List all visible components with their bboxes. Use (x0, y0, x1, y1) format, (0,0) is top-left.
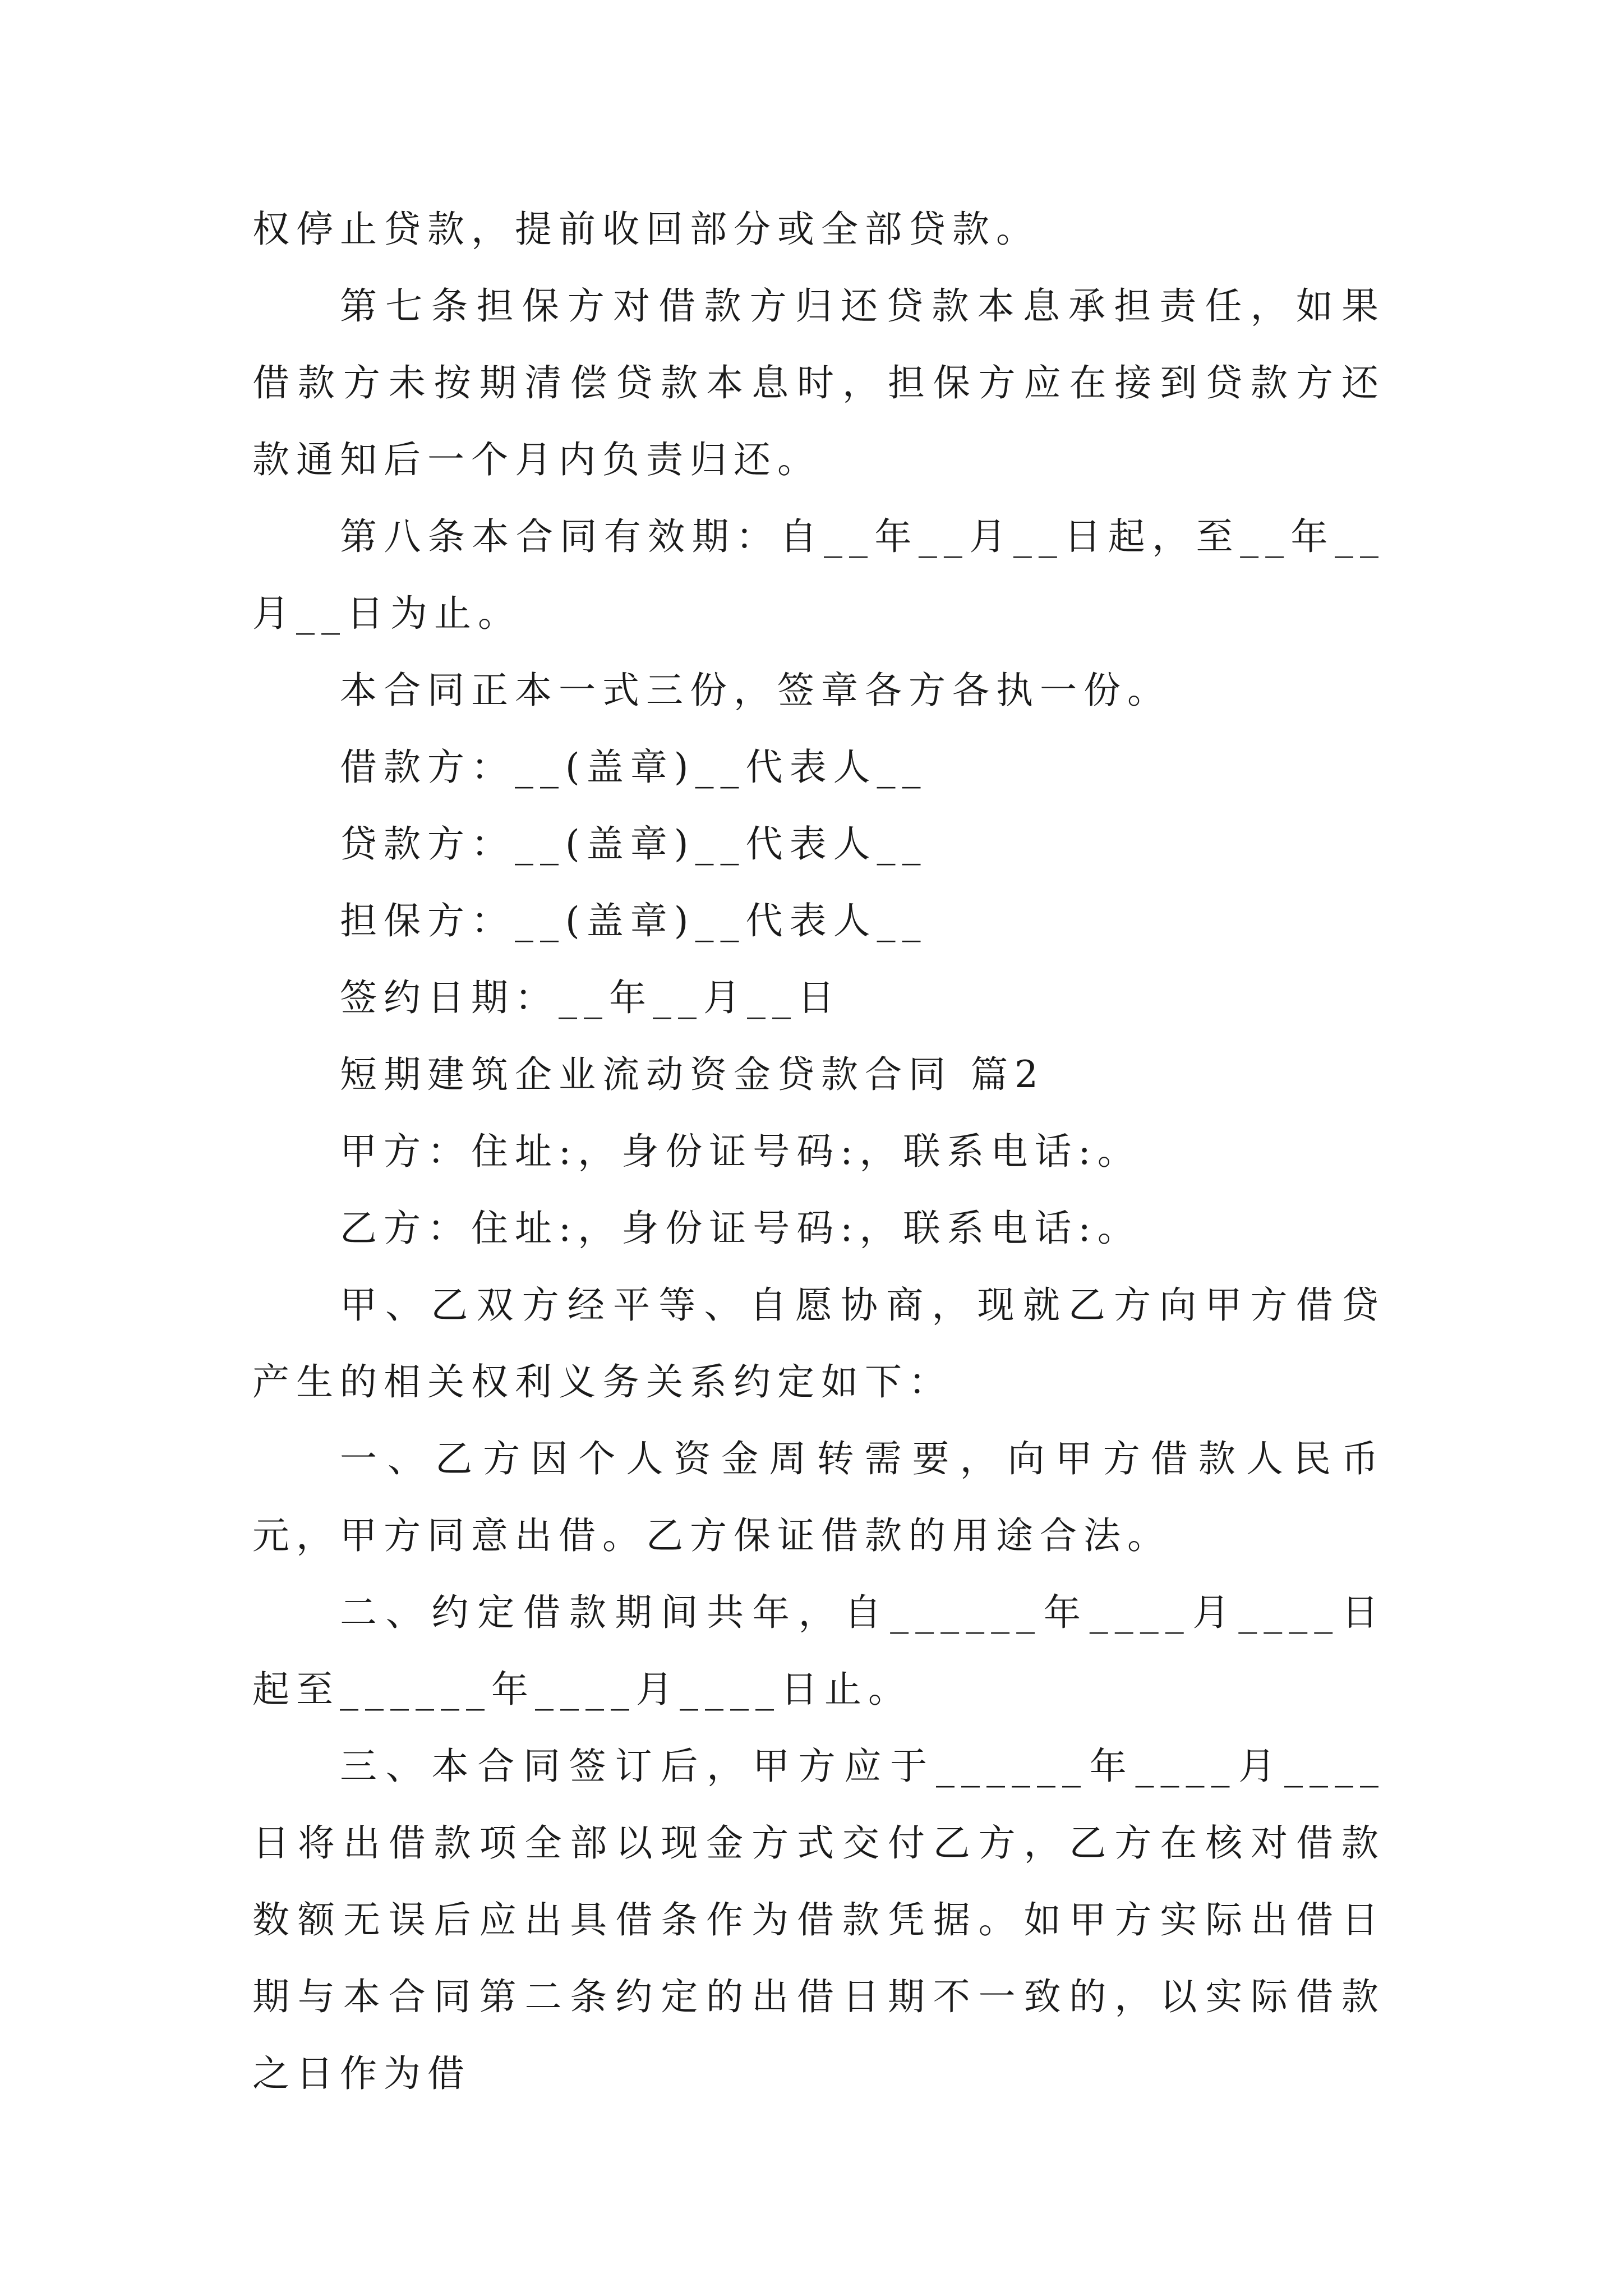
party-b-info: 乙方：住址:，身份证号码:，联系电话:。 (340, 1207, 1141, 1250)
signature-guarantor: 担保方：__(盖章)__代表人__ (340, 899, 928, 942)
document-body (252, 191, 1385, 2112)
signature-lender: 贷款方：__(盖章)__代表人__ (340, 822, 928, 866)
party-a-info: 甲方：住址:，身份证号码:，联系电话:。 (340, 1130, 1141, 1173)
section-title: 短期建筑企业流动资金贷款合同 篇2 (340, 1053, 1045, 1096)
clause-1: 一、乙方因个人资金周转需要，向甲方借款人民币元，甲方同意出借。乙方保证借款的用途合法。 (252, 1437, 1385, 1557)
paragraph-article-7: 第七条担保方对借款方归还贷款本息承担责任，如果借款方未按期清偿贷款本息时，担保方应在接到贷款方还款通知后一个月内负责归还。 (252, 284, 1385, 481)
clause-3: 三、本合同签订后，甲方应于______年____月____日将出借款项全部以现金方式交付乙方，乙方在核对借款数额无误后应出具借条作为借款凭据。如甲方实际出借日期与本合同第二条约定的出借日期不一致的，以实际借款之日作为借 (252, 1745, 1385, 2095)
paragraph-copies: 本合同正本一式三份，签章各方各执一份。 (340, 669, 1171, 712)
paragraph-article-8: 第八条本合同有效期：自__年__月__日起，至__年__月__日为止。 (252, 515, 1385, 635)
signature-borrower: 借款方：__(盖章)__代表人__ (340, 746, 928, 789)
clause-2: 二、约定借款期间共年，自______年____月____日起至______年____月____日止。 (252, 1591, 1385, 1711)
paragraph-preamble: 甲、乙双方经平等、自愿协商，现就乙方向甲方借贷产生的相关权利义务关系约定如下： (252, 1283, 1385, 1404)
signing-date: 签约日期：__年__月__日 (340, 976, 841, 1019)
paragraph-continuation: 权停止贷款，提前收回部分或全部贷款。 (252, 208, 1040, 251)
